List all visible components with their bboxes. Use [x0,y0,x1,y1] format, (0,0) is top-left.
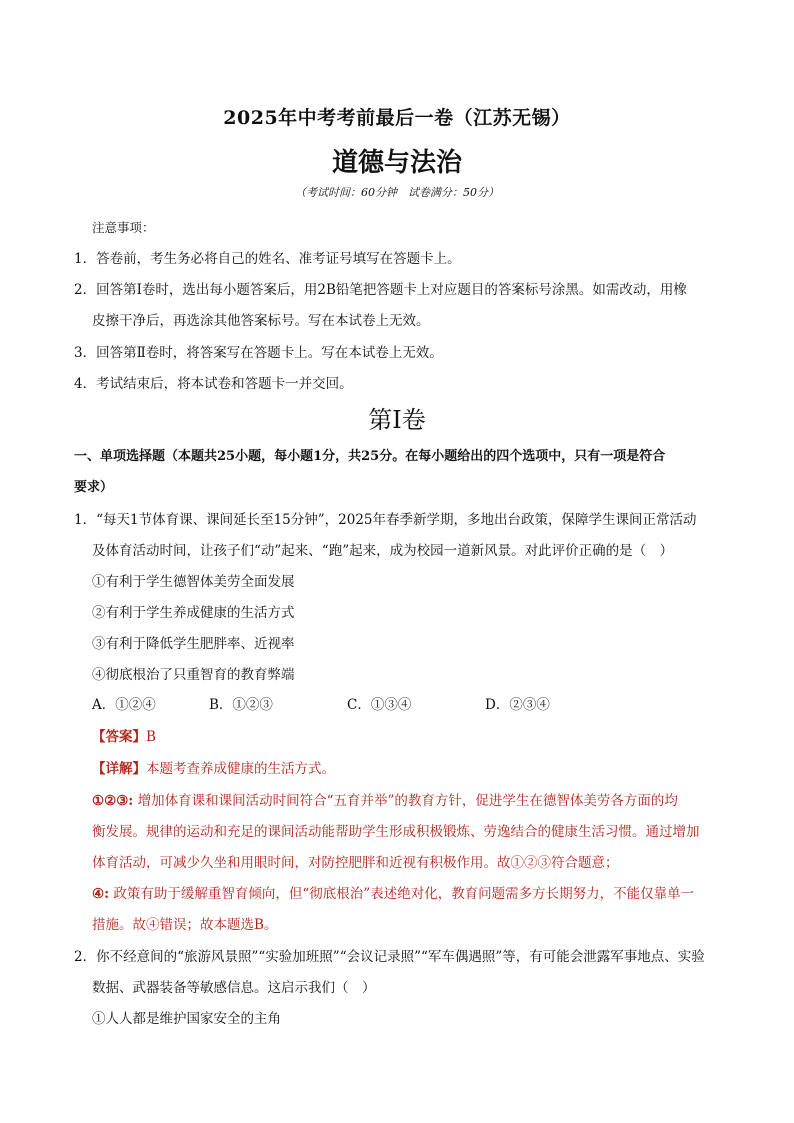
q1-option-b: B．①②③ [209,697,273,713]
detail-label: 【详解】 [92,761,146,777]
q1-analysis-p2-line2: 措施。故④错误；故本题选B。 [92,917,278,933]
q1-statement-2: ②有利于学生养成健康的生活方式 [92,605,295,621]
answer-label: 【答案】 [92,729,146,745]
analysis-p2-mark: ④: [92,886,110,902]
detail-text: 本题考查养成健康的生活方式。 [146,761,335,777]
notice-item-2: 2．回答第Ⅰ卷时，选出每小题答案后，用2B铅笔把答题卡上对应题目的答案标号涂黑。如需改动，用橡 [74,282,687,298]
q1-stem-cont: 及体育活动时间，让孩子们“动”起来、“跑”起来，成为校园一道新风景。对此评价正确的是（ ） [92,543,674,559]
section-instructions: 一、单项选择题（本题共25小题，每小题1分，共25分。在每小题给出的四个选项中，只有一项是符合 [74,449,666,464]
answer-value: B [146,729,156,745]
q1-analysis-p1-line2: 衡发展。规律的运动和充足的课间活动能帮助学生形成积极锻炼、劳逸结合的健康生活习惯。通过增加 [92,824,700,840]
notice-heading: 注意事项： [92,220,155,235]
analysis-p1-mark: ①②③: [92,793,134,809]
q2-stem-cont: 数据、武器装备等敏感信息。这启示我们（ ） [92,980,376,996]
q1-option-a: A．①②④ [92,697,156,713]
exam-title: 2025年中考考前最后一卷（江苏无锡） [223,107,571,129]
q2-stem: 2．你不经意间的“旅游风景照”“实验加班照”“会议记录照”“军车偶遇照”等，有可能会泄露军事地点、实验 [74,949,705,965]
section-heading: 第Ⅰ卷 [368,406,426,434]
notice-item-4: 4．考试结束后，将本试卷和答题卡一并交回。 [74,376,353,392]
notice-item-2-cont: 皮擦干净后，再选涂其他答案标号。写在本试卷上无效。 [92,313,430,329]
analysis-p1-line1: 增加体育课和课间活动时间符合“五育并举”的教育方针，促进学生在德智体美劳各方面的均 [133,793,678,809]
q1-statement-1: ①有利于学生德智体美劳全面发展 [92,574,295,590]
q2-statement-1: ①人人都是维护国家安全的主角 [92,1011,281,1027]
notice-item-1: 1．答卷前，考生务必将自己的姓名、准考证号填写在答题卡上。 [74,251,461,267]
q1-statement-3: ③有利于降低学生肥胖率、近视率 [92,636,295,652]
subject-title: 道德与法治 [331,148,462,178]
notice-item-3: 3．回答第Ⅱ卷时，将答案写在答题卡上。写在本试卷上无效。 [74,345,443,361]
exam-info: （考试时间：60分钟 试卷满分：50分） [295,186,499,199]
q1-analysis-p1 [92,789,678,809]
q1-statement-4: ④彻底根治了只重智育的教育弊端 [92,667,295,683]
q1-analysis-p1-line3: 体育活动，可减少久坐和用眼时间，对防控肥胖和近视有积极作用。故①②③符合题意； [92,855,619,871]
q1-analysis-p2 [92,882,694,902]
q1-answer [92,725,156,745]
q1-detail [92,757,335,777]
q1-option-d: D．②③④ [485,697,550,713]
q1-stem: 1．“每天1节体育课、课间延长至15分钟”，2025年春季新学期，多地出台政策，保障学生课间正常活动 [74,512,697,528]
section-instructions-cont: 要求） [74,480,114,495]
analysis-p2-line1: 政策有助于缓解重智育倾向，但“彻底根治”表述绝对化，教育问题需多方长期努力，不能仅靠单一 [109,886,695,902]
q1-option-c: C．①③④ [347,697,412,713]
